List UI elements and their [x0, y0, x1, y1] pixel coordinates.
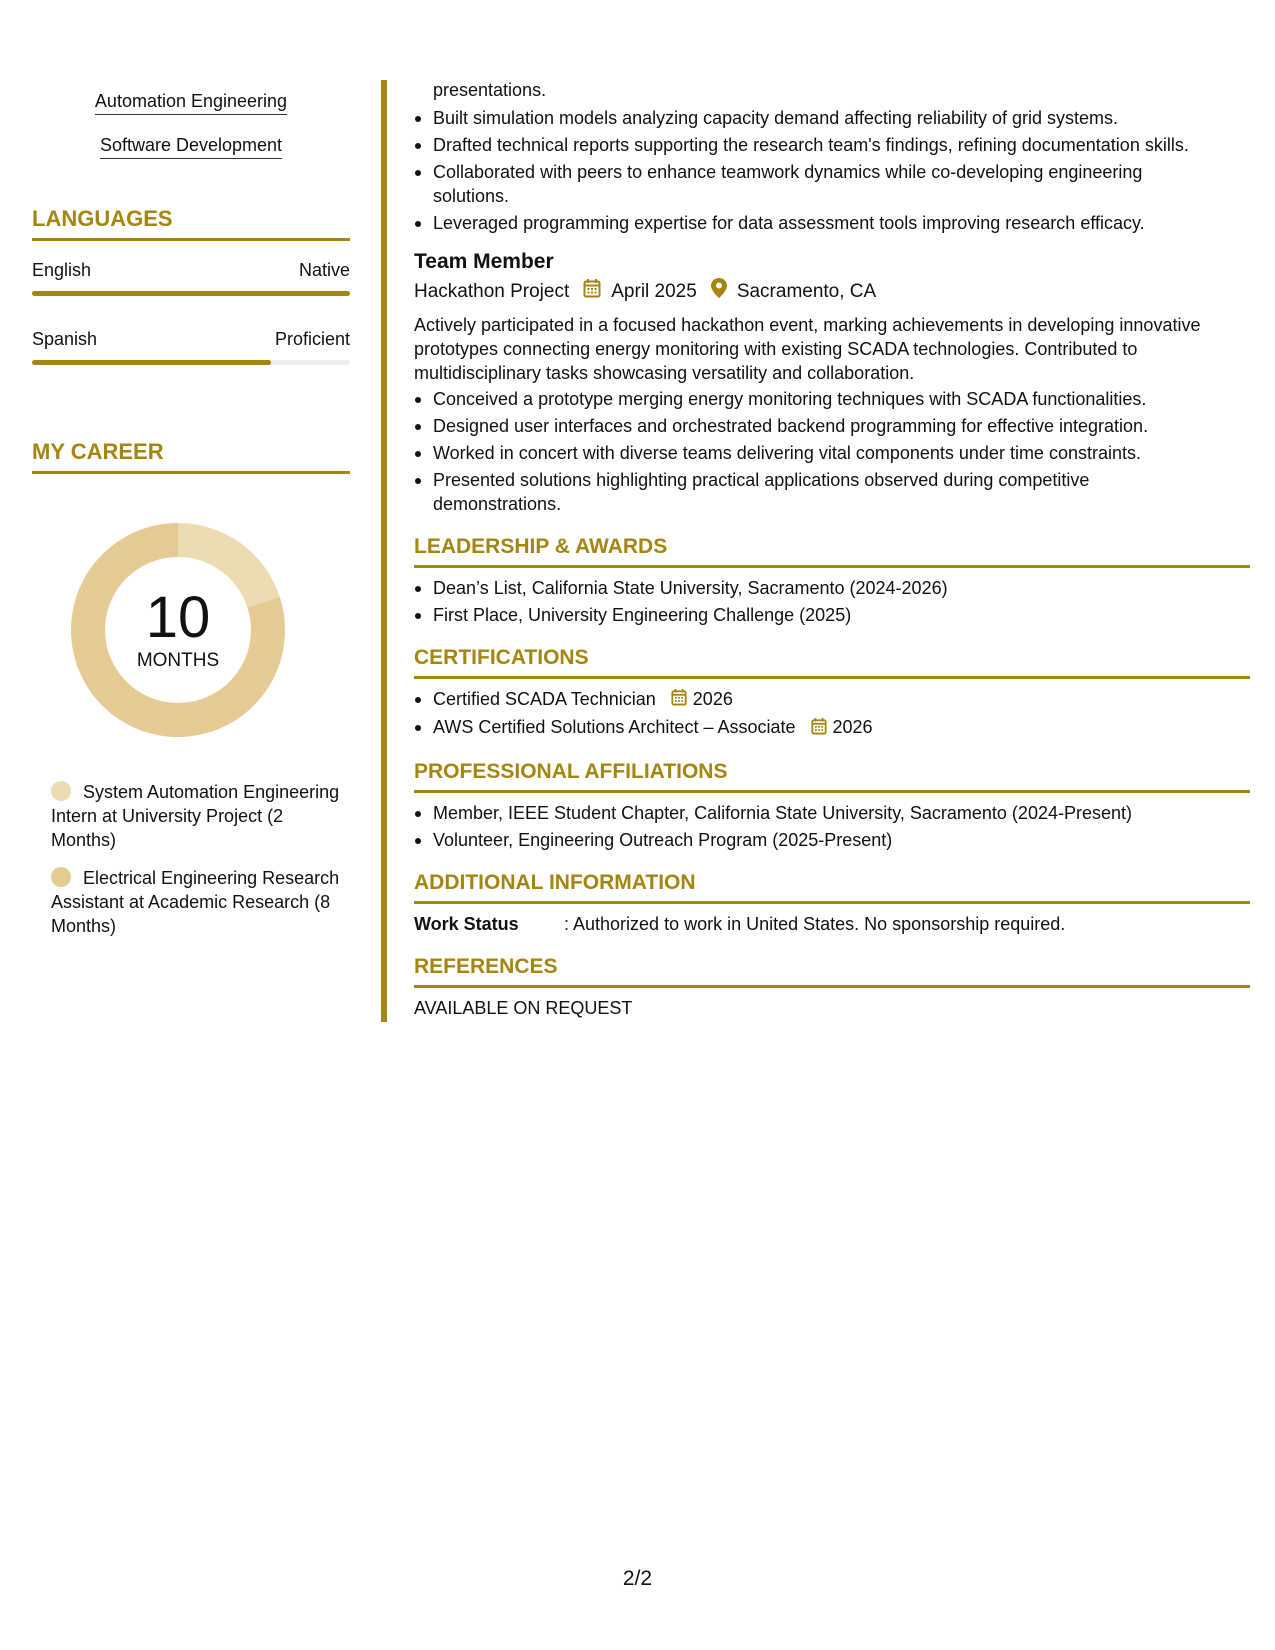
work-status-label: Work Status [414, 913, 519, 934]
list-item: Designed user interfaces and orchestrated backend programming for effective integration. [414, 414, 1250, 438]
career-legend-item [51, 780, 350, 852]
affiliations-heading: PROFESSIONAL AFFILIATIONS [414, 759, 1250, 793]
list-item [414, 715, 1250, 740]
career-legend [32, 780, 350, 938]
job-date: April 2025 [611, 281, 697, 302]
language-proficiency-fill [32, 291, 350, 296]
list-item: Member, IEEE Student Chapter, California State University, Sacramento (2024-Present) [414, 801, 1250, 825]
language-proficiency-bar [32, 291, 350, 296]
page-number: 2/2 [622, 1567, 653, 1590]
list-item [414, 687, 1250, 712]
career-total-months: 10 [145, 585, 211, 650]
leadership-list [414, 576, 1250, 627]
languages-heading: LANGUAGES [32, 206, 350, 241]
certification-name: Certified SCADA Technician [433, 689, 656, 709]
skill-automation-engineering: Automation Engineering [95, 90, 287, 115]
language-proficiency-bar [32, 360, 350, 365]
list-item: Volunteer, Engineering Outreach Program (2025-Present) [414, 828, 1250, 852]
references-text: AVAILABLE ON REQUEST [414, 997, 633, 1018]
list-item-continuation: demonstrations. [433, 494, 562, 514]
list-item: Conceived a prototype merging energy monitoring techniques with SCADA functionalities. [414, 387, 1250, 411]
additional-info-heading: ADDITIONAL INFORMATION [414, 870, 1250, 904]
map-pin-icon [711, 278, 727, 306]
work-status-row [414, 912, 1250, 936]
legend-dot [51, 781, 71, 801]
legend-dot [51, 867, 71, 887]
job-description: Actively participated in a focused hackathon event, marking achievements in developing innovative prototypes connecting energy monitoring with existing SCADA technologies. Contributed to multidisciplinary tasks showcasing versatility and collaboration. [414, 315, 1201, 383]
list-item: Drafted technical reports supporting the research team's findings, refining documentation skills. [414, 133, 1250, 157]
language-name: Spanish [32, 329, 98, 349]
column-divider [381, 80, 387, 1022]
work-status-value: : Authorized to work in United States. No sponsorship required. [564, 913, 1066, 934]
list-item: Worked in concert with diverse teams delivering vital components under time constraints. [414, 441, 1250, 465]
list-item: Leveraged programming expertise for data assessment tools improving research efficacy. [414, 211, 1250, 235]
job-bullets [414, 387, 1250, 492]
list-item: Collaborated with peers to enhance teamwork dynamics while co-developing engineering [414, 160, 1250, 184]
certification-year: 2026 [832, 717, 873, 738]
leadership-heading: LEADERSHIP & AWARDS [414, 534, 1250, 568]
list-item-continuation: solutions. [433, 186, 510, 206]
main-content [414, 78, 1250, 1020]
skill-software-development: Software Development [100, 134, 282, 159]
skill-links [32, 80, 350, 168]
career-donut-chart [64, 516, 292, 744]
language-level: Native [298, 260, 350, 280]
language-level: Proficient [274, 329, 350, 349]
calendar-icon [671, 688, 687, 712]
list-item: Presented solutions highlighting practical applications observed during competitive [414, 468, 1250, 492]
calendar-icon [811, 717, 827, 741]
language-name: English [32, 260, 92, 280]
certification-name: AWS Certified Solutions Architect – Associate [433, 717, 796, 738]
list-item: First Place, University Engineering Challenge (2025) [414, 603, 1250, 627]
language-spanish [32, 328, 350, 365]
job-meta [414, 278, 1250, 306]
career-donut-center [64, 516, 292, 744]
sidebar [32, 80, 350, 952]
career-legend-label: Electrical Engineering Research Assistant at Academic Research (8 Months) [51, 868, 340, 936]
career-total-unit: MONTHS [136, 650, 220, 671]
experience-continued-line: presentations. [433, 80, 547, 100]
references-heading: REFERENCES [414, 954, 1250, 988]
certification-year: 2026 [692, 689, 733, 709]
certifications-heading: CERTIFICATIONS [414, 645, 1250, 679]
list-item: Dean’s List, California State University, Sacramento (2024-2026) [414, 576, 1250, 600]
career-legend-item [51, 866, 350, 938]
career-legend-label: System Automation Engineering Intern at University Project (2 Months) [51, 782, 340, 850]
language-english [32, 259, 350, 296]
affiliations-list [414, 801, 1250, 852]
experience-continued-bullets [414, 106, 1250, 184]
calendar-icon [583, 278, 601, 306]
job-title: Team Member [414, 250, 554, 273]
job-location: Sacramento, CA [736, 281, 877, 302]
language-proficiency-fill [32, 360, 271, 365]
list-item: Built simulation models analyzing capacity demand affecting reliability of grid systems. [414, 106, 1250, 130]
experience-continued-bullets-2 [414, 211, 1250, 235]
certifications-list [414, 687, 1250, 741]
career-heading: MY CAREER [32, 439, 350, 474]
job-organization: Hackathon Project [414, 281, 570, 302]
